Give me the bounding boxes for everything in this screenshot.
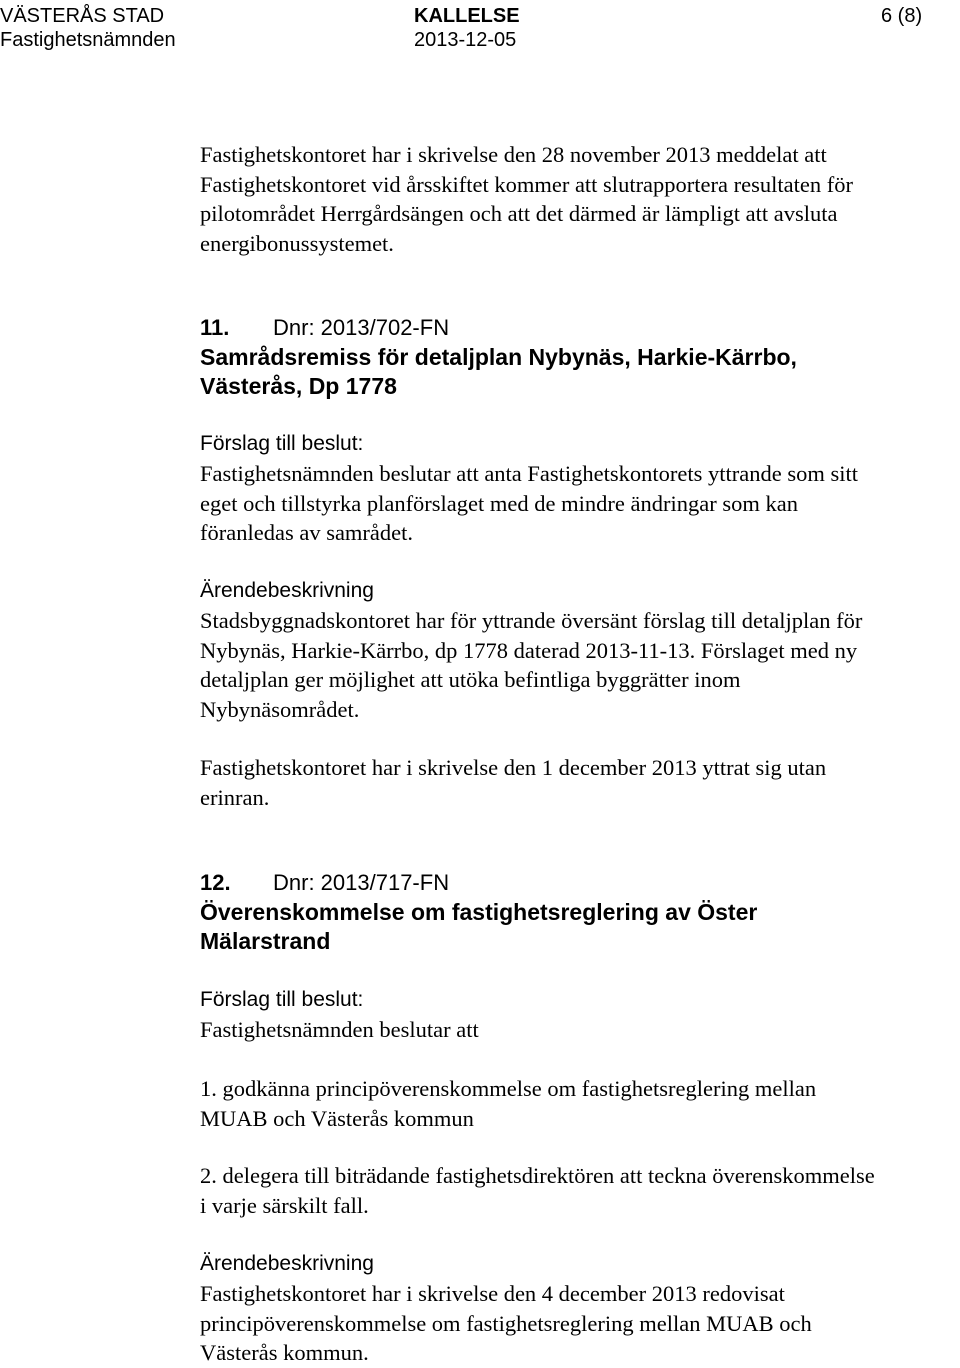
item-11-proposal [200, 459, 858, 548]
header-doc-type: KALLELSE [414, 5, 520, 27]
proposal-line: föranledas av samrådet. [200, 520, 414, 545]
item-11-proposal-label: Förslag till beslut: [200, 432, 364, 455]
title-line: Mälarstrand [200, 928, 331, 954]
item-12-dnr: Dnr: 2013/717-FN [273, 870, 450, 895]
intro-line: energibonussystemet. [200, 230, 394, 256]
item-11-title [200, 343, 797, 401]
statement-line: Fastighetskontoret har i skrivelse den 1 december 2013 yttrat sig utan [200, 755, 827, 780]
point-line: i varje särskilt fall. [200, 1192, 369, 1218]
item-11-description [200, 606, 862, 724]
intro-line: Fastighetskontoret har i skrivelse den 28 november 2013 meddelat att [200, 142, 827, 167]
header-date: 2013-12-05 [414, 29, 517, 51]
item-12-description [200, 1279, 812, 1368]
item-12-point-1 [200, 1074, 816, 1133]
description-line: Stadsbyggnadskontoret har för yttrande översänt förslag till detaljplan för [200, 608, 863, 633]
item-11-dnr: Dnr: 2013/702-FN [273, 315, 450, 340]
item-11-heading [200, 314, 229, 345]
intro-line: Fastighetskontoret vid årsskiftet kommer att slutrapportera resultaten för [200, 171, 853, 197]
description-line: Fastighetskontoret har i skrivelse den 4 december 2013 redovisat [200, 1281, 785, 1306]
intro-line: pilotområdet Herrgårdsängen och att det därmed är lämpligt att avsluta [200, 201, 838, 226]
item-12-point-2 [200, 1161, 875, 1220]
header-org: VÄSTERÅS STAD [0, 5, 165, 27]
statement-line: erinran. [200, 784, 270, 810]
item-number: 11. [200, 315, 230, 340]
item-12-heading [200, 869, 231, 900]
title-line: Överenskommelse om fastighetsreglering av Öster [200, 899, 758, 925]
item-12-description-label: Ärendebeskrivning [200, 1252, 374, 1275]
proposal-line: Fastighetsnämnden beslutar att anta Fastighetskontorets yttrande som sitt [200, 461, 859, 486]
point-line: MUAB och Västerås kommun [200, 1105, 474, 1131]
description-line: Västerås kommun. [200, 1340, 369, 1365]
header-department: Fastighetsnämnden [0, 29, 176, 51]
title-line: Samrådsremiss för detaljplan Nybynäs, Harkie-Kärrbo, [200, 344, 797, 370]
point-line: 1. godkänna principöverenskommelse om fastighetsreglering mellan [200, 1076, 817, 1101]
item-11-description-label: Ärendebeskrivning [200, 579, 374, 602]
item-12-title [200, 898, 757, 956]
point-line: 2. delegera till biträdande fastighetsdirektören att teckna överenskommelse [200, 1163, 875, 1188]
item-11-statement [200, 753, 826, 812]
description-line: principöverenskommelse om fastighetsreglering mellan MUAB och [200, 1310, 812, 1336]
description-line: detaljplan ger möjlighet att utöka befintliga byggrätter inom [200, 667, 741, 692]
intro-paragraph [200, 140, 853, 258]
description-line: Nybynäs, Harkie-Kärrbo, dp 1778 daterad 2013-11-13. Förslaget med ny [200, 637, 858, 663]
description-line: Nybynäsområdet. [200, 696, 360, 722]
header-page-number: 6 (8) [881, 5, 923, 27]
item-number: 12. [200, 870, 231, 895]
proposal-line: eget och tillstyrka planförslaget med de mindre ändringar som kan [200, 490, 798, 516]
title-line: Västerås, Dp 1778 [200, 373, 397, 399]
item-12-proposal-label: Förslag till beslut: [200, 988, 364, 1011]
item-12-proposal-intro: Fastighetsnämnden beslutar att [200, 1017, 479, 1042]
